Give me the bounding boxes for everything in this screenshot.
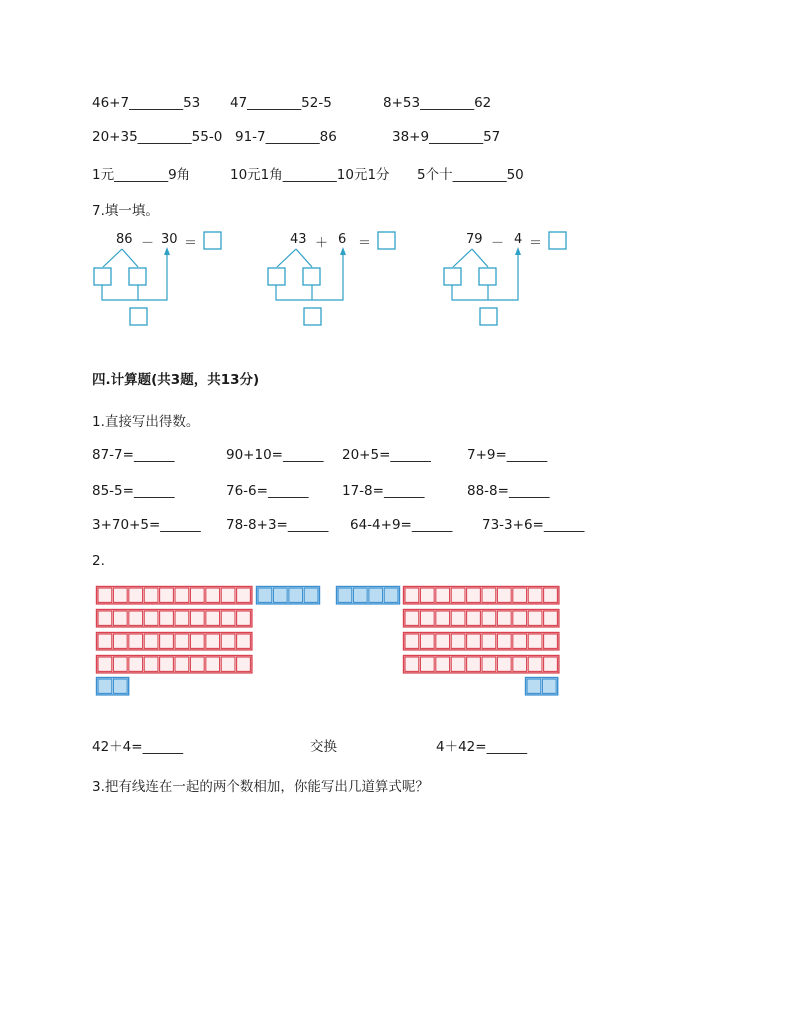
compare-item: 1元________9角 — [92, 167, 191, 183]
unit-cube — [544, 611, 558, 625]
ones-group — [97, 678, 129, 695]
unit-cube — [98, 588, 112, 602]
tens-rod — [97, 610, 252, 627]
unit-cube — [338, 588, 352, 602]
unit-cube — [497, 657, 511, 671]
result-box — [304, 308, 321, 325]
tens-rod — [97, 656, 252, 673]
unit-cube — [129, 588, 143, 602]
split-line-right — [296, 249, 312, 267]
unit-cube — [190, 611, 204, 625]
compare-item: 10元1角________10元1分 — [230, 167, 390, 183]
calc-item: 7+9=______ — [467, 447, 548, 463]
compare-item: 46+7________53 — [92, 95, 201, 111]
unit-cube — [160, 588, 174, 602]
compare-item: 20+35________55-0 — [92, 129, 223, 145]
unit-cube — [98, 634, 112, 648]
unit-cube — [237, 588, 251, 602]
q1-title: 1.直接写出得数。 — [92, 414, 200, 430]
diagram-operator: － — [491, 236, 505, 251]
exchange-label: 交换 — [310, 739, 337, 755]
unit-cube — [206, 634, 220, 648]
diagram-number-b: 30 — [161, 232, 178, 247]
unit-cube — [175, 657, 189, 671]
unit-cube — [258, 588, 272, 602]
unit-cube — [144, 611, 158, 625]
unit-cube — [482, 588, 496, 602]
decomposition-diagram-3 — [442, 228, 582, 328]
split-line-right — [122, 249, 138, 267]
unit-cube — [206, 588, 220, 602]
unit-cube — [436, 634, 450, 648]
split-line-left — [103, 249, 122, 267]
unit-cube — [113, 611, 127, 625]
calc-item: 76-6=______ — [226, 483, 309, 499]
unit-cube — [144, 588, 158, 602]
calc-item: 88-8=______ — [467, 483, 550, 499]
unit-cube — [451, 611, 465, 625]
unit-cube — [542, 679, 556, 693]
unit-cube — [221, 588, 235, 602]
split-line-left — [453, 249, 472, 267]
compare-item: 8+53________62 — [383, 95, 492, 111]
unit-cube — [237, 657, 251, 671]
calc-item: 3+70+5=______ — [92, 517, 201, 533]
unit-cube — [144, 634, 158, 648]
unit-cube — [273, 588, 287, 602]
unit-cube — [289, 588, 303, 602]
unit-cube — [113, 657, 127, 671]
ones-group — [257, 587, 320, 604]
compare-item: 91-7________86 — [235, 129, 337, 145]
decomposition-diagram-1 — [92, 228, 232, 328]
unit-cube — [206, 611, 220, 625]
compare-item: 47________52-5 — [230, 95, 332, 111]
unit-cube — [160, 634, 174, 648]
unit-cube — [528, 634, 542, 648]
arrow-head — [515, 247, 521, 255]
diagram-equals: ＝ — [529, 236, 543, 251]
unit-cube — [467, 588, 481, 602]
calc-item: 85-5=______ — [92, 483, 175, 499]
unit-cube — [436, 611, 450, 625]
diagram-number-b: 4 — [514, 232, 523, 247]
unit-cube — [237, 611, 251, 625]
unit-cube — [528, 657, 542, 671]
diagram-number-b: 6 — [338, 232, 347, 247]
answer-box — [204, 232, 221, 249]
unit-cube — [544, 634, 558, 648]
diagram-number-a: 79 — [466, 232, 483, 247]
unit-cube — [113, 588, 127, 602]
unit-cube — [405, 588, 419, 602]
unit-cube — [544, 657, 558, 671]
unit-cube — [304, 588, 318, 602]
unit-cube — [420, 588, 434, 602]
unit-cube — [160, 611, 174, 625]
calc-item: 17-8=______ — [342, 483, 425, 499]
calc-item: 87-7=______ — [92, 447, 175, 463]
unit-cube — [482, 657, 496, 671]
diagram-lines — [266, 228, 406, 328]
unit-cube — [528, 611, 542, 625]
result-box — [480, 308, 497, 325]
unit-cube — [129, 657, 143, 671]
unit-cube — [113, 679, 127, 693]
compare-item: 38+9________57 — [392, 129, 501, 145]
answer-box — [378, 232, 395, 249]
exchange-left: 42＋4=______ — [92, 739, 184, 755]
unit-cube — [527, 679, 541, 693]
arrow-head — [340, 247, 346, 255]
unit-cube — [436, 588, 450, 602]
unit-cube — [144, 657, 158, 671]
answer-box — [549, 232, 566, 249]
tens-rod — [97, 587, 252, 604]
unit-cube — [190, 634, 204, 648]
q7-title: 7.填一填。 — [92, 203, 159, 219]
unit-cube — [190, 657, 204, 671]
tens-rod — [404, 587, 559, 604]
unit-cube — [129, 634, 143, 648]
unit-cube — [405, 657, 419, 671]
decomposition-diagram-2 — [266, 228, 406, 328]
calc-item: 90+10=______ — [226, 447, 324, 463]
unit-cube — [369, 588, 383, 602]
unit-cube — [206, 657, 220, 671]
tens-rod — [404, 656, 559, 673]
unit-cube — [482, 611, 496, 625]
unit-cube — [528, 588, 542, 602]
split-box-right — [479, 268, 496, 285]
unit-cube — [482, 634, 496, 648]
tens-rod — [404, 633, 559, 650]
exchange-right: 4＋42=______ — [436, 739, 528, 755]
unit-cube — [98, 611, 112, 625]
ones-group — [337, 587, 400, 604]
diagram-operator: ＋ — [315, 236, 329, 251]
diagram-number-a: 43 — [290, 232, 307, 247]
unit-cube — [221, 611, 235, 625]
unit-cube — [190, 588, 204, 602]
unit-cube — [129, 611, 143, 625]
split-box-left — [444, 268, 461, 285]
unit-cube — [384, 588, 398, 602]
diagram-number-a: 86 — [116, 232, 133, 247]
split-box-left — [94, 268, 111, 285]
unit-cube — [513, 634, 527, 648]
unit-cube — [467, 611, 481, 625]
split-box-right — [303, 268, 320, 285]
unit-cube — [160, 657, 174, 671]
unit-cube — [237, 634, 251, 648]
unit-cube — [513, 657, 527, 671]
split-line-right — [472, 249, 488, 267]
unit-cube — [497, 634, 511, 648]
unit-cube — [497, 588, 511, 602]
unit-cube — [467, 657, 481, 671]
calc-item: 73-3+6=______ — [482, 517, 585, 533]
unit-cube — [175, 634, 189, 648]
unit-cube — [513, 611, 527, 625]
unit-cube — [420, 611, 434, 625]
unit-cube — [175, 588, 189, 602]
unit-cube — [467, 634, 481, 648]
unit-cube — [544, 588, 558, 602]
unit-cube — [98, 657, 112, 671]
calc-item: 64-4+9=______ — [350, 517, 453, 533]
result-box — [130, 308, 147, 325]
compare-item: 5个十________50 — [417, 167, 524, 183]
unit-cube — [513, 588, 527, 602]
calc-item: 20+5=______ — [342, 447, 431, 463]
unit-cube — [451, 634, 465, 648]
q2-title: 2. — [92, 553, 105, 569]
unit-cube — [405, 634, 419, 648]
unit-cube — [436, 657, 450, 671]
unit-cube — [497, 611, 511, 625]
diagram-equals: ＝ — [184, 236, 198, 251]
q3-title: 3.把有线连在一起的两个数相加，你能写出几道算式呢？ — [92, 779, 429, 795]
base-ten-blocks — [0, 584, 794, 704]
unit-cube — [451, 588, 465, 602]
tens-rod — [97, 633, 252, 650]
unit-cube — [420, 657, 434, 671]
diagram-operator: － — [141, 236, 155, 251]
arrow-head — [164, 247, 170, 255]
unit-cube — [221, 634, 235, 648]
unit-cube — [98, 679, 112, 693]
tens-rod — [404, 610, 559, 627]
calc-item: 78-8+3=______ — [226, 517, 329, 533]
unit-cube — [405, 611, 419, 625]
unit-cube — [113, 634, 127, 648]
split-line-left — [277, 249, 296, 267]
unit-cube — [175, 611, 189, 625]
section-title: 四.计算题(共3题，共13分) — [92, 372, 260, 388]
unit-cube — [420, 634, 434, 648]
diagram-lines — [92, 228, 232, 328]
split-box-left — [268, 268, 285, 285]
diagram-equals: ＝ — [358, 236, 372, 251]
split-box-right — [129, 268, 146, 285]
unit-cube — [451, 657, 465, 671]
unit-cube — [221, 657, 235, 671]
diagram-lines — [442, 228, 582, 328]
ones-group — [526, 678, 558, 695]
unit-cube — [353, 588, 367, 602]
